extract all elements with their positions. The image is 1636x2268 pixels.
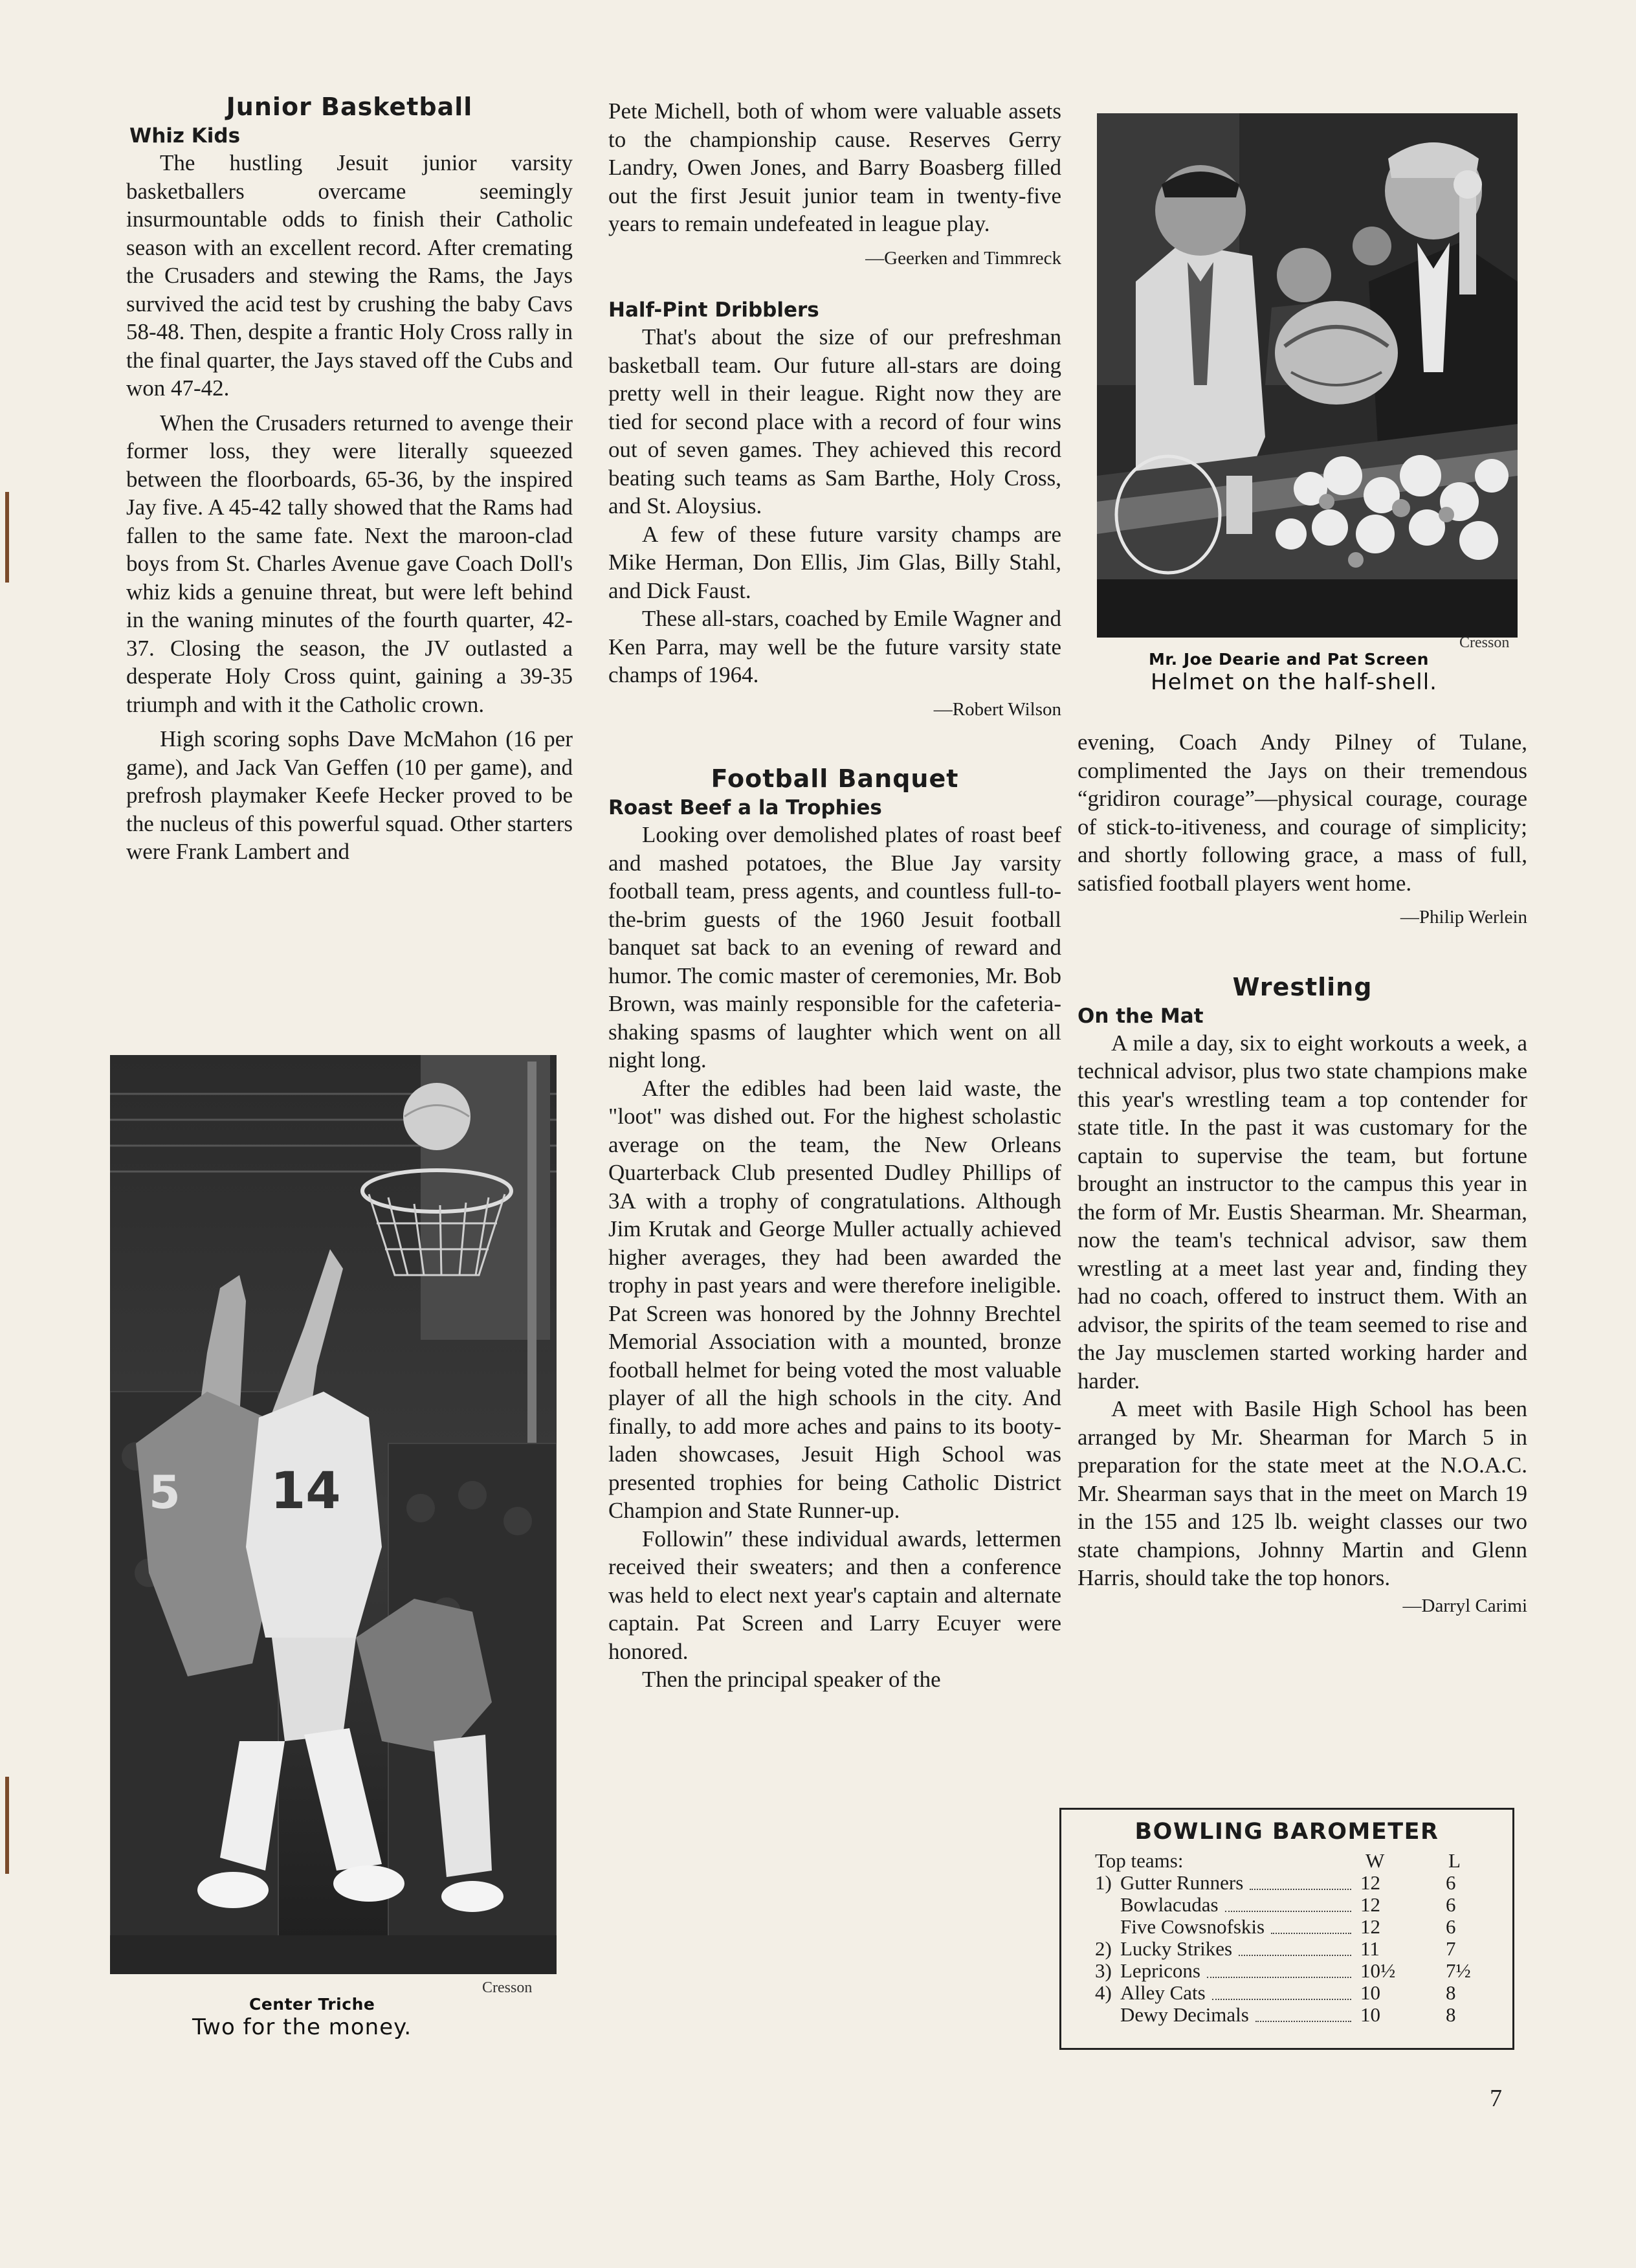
- bowling-losses: 8: [1446, 2003, 1456, 2026]
- bowling-team-name: Lepricons: [1120, 1959, 1200, 1982]
- dot-leader: [1212, 1984, 1351, 2000]
- photo-caption-name: Mr. Joe Dearie and Pat Screen: [1149, 650, 1429, 669]
- photo-credit: Cresson: [482, 1979, 533, 1996]
- dot-leader: [1255, 2007, 1351, 2022]
- section-subtitle: Whiz Kids: [129, 124, 241, 148]
- paragraph: evening, Coach Andy Pilney of Tulane, complimented the Jays on their tremendous “gridiron courage”—physical courage, courage of stick-to-itiveness, and courage of simplicity; and shortly following grace, a mass of full, satisfied football players went home.: [1078, 729, 1527, 896]
- photo-caption-text: Two for the money.: [192, 2014, 412, 2040]
- paragraph: A mile a day, six to eight workouts a week, a technical advisor, plus two state champions make this year's wrestling team a top contender for state title. In the past it was customary for the captain to supervise the team, but fortune brought an instructor to the campus this year in the form of Mr. Eustis Shearman. Mr. Shearman, now the team's technical advisor, saw them wrestling at a meet last year and, finding they had no coach, offered to instruct them. With an advisor, the spirits of the team seemed to rise and the Jay musclemen started working harder and harder.: [1078, 1030, 1527, 1394]
- bowling-title: BOWLING BAROMETER: [1134, 1819, 1439, 1845]
- jersey-number: 5: [149, 1466, 181, 1519]
- bowling-losses: 6: [1446, 1871, 1456, 1894]
- bowling-rank: 4): [1095, 1981, 1112, 2004]
- bowling-wins: 12: [1360, 1871, 1380, 1894]
- bowling-team-name: Lucky Strikes: [1120, 1937, 1233, 1960]
- bowling-wins: 12: [1360, 1893, 1380, 1916]
- bowling-wins: 12: [1360, 1915, 1380, 1938]
- section-subtitle: Half-Pint Dribblers: [608, 298, 819, 322]
- bowling-header-losses: L: [1448, 1849, 1461, 1872]
- section-subtitle: Roast Beef a la Trophies: [608, 796, 882, 819]
- bowling-header-teams: Top teams:: [1095, 1849, 1184, 1872]
- page-edge-mark: [5, 492, 9, 583]
- bowling-losses: 6: [1446, 1915, 1456, 1938]
- bowling-losses: 7½: [1446, 1959, 1471, 1982]
- section-subtitle: On the Mat: [1078, 1004, 1204, 1028]
- dot-leader: [1225, 1896, 1351, 1912]
- paragraph: Pete Michell, both of whom were valuable assets to the championship cause. Reserves Gerry Landry, Owen Jones, and Barry Boasberg filled out the first Jesuit junior team in twenty-five years to remain undefeated in league play.: [608, 98, 1061, 236]
- bowling-losses: 6: [1446, 1893, 1456, 1916]
- byline: —Geerken and Timmreck: [865, 247, 1061, 269]
- byline: —Philip Werlein: [1400, 907, 1527, 928]
- bowling-rank: 2): [1095, 1937, 1112, 1960]
- column-three: [1078, 728, 1527, 1620]
- byline: —Robert Wilson: [933, 698, 1061, 720]
- basketball-photo-image: [110, 1055, 557, 1974]
- basketball-photo: [110, 1055, 557, 1974]
- dot-leader: [1271, 1918, 1351, 1934]
- photo-credit: Cresson: [1459, 634, 1510, 651]
- bowling-wins: 10: [1360, 2003, 1380, 2026]
- paragraph: After the edibles had been laid waste, the "loot" was dished out. For the highest scholastic average on the team, the New Orleans Quarterback Club presented Dudley Phillips of 3A with a trophy of congratulations. Although Jim Krutak and George Muller actually achieved higher averages, they had been awarded the trophy in past years and were therefore ineligible. Pat Screen was honored by the Johnny Brechtel Memorial Association with a mounted, bronze football helmet for being voted the most valuable player of all the high schools in the city. And finally, to add more aches and pains to its booty-laden showcases, Jesuit High School was presented trophies for being Catholic District Champion and State Runner-up.: [608, 1075, 1061, 1523]
- banquet-photo-image: [1097, 113, 1518, 638]
- section-title: Wrestling: [1232, 972, 1373, 1001]
- bowling-rank: 1): [1095, 1871, 1112, 1894]
- banquet-photo: [1097, 113, 1518, 638]
- section-title: Junior Basketball: [226, 93, 473, 121]
- paragraph: The hustling Jesuit junior varsity basketballers overcame seemingly insurmountable odds to finish their Catholic season with an excellent record. After cremating the Crusaders and stewing the Rams, the Jays survived the acid test by crushing the baby Cavs 58-48. Then, despite a frantic Holy Cross rally in the final quarter, the Jays staved off the Cubs and won 47-42.: [126, 150, 573, 401]
- paragraph: These all-stars, coached by Emile Wagner and Ken Parra, may well be the future varsity state champs of 1964.: [608, 606, 1061, 687]
- bowling-losses: 8: [1446, 1981, 1456, 2004]
- dot-leader: [1207, 1962, 1351, 1978]
- bowling-team-name: Gutter Runners: [1120, 1871, 1244, 1894]
- bowling-team-name: Bowlacudas: [1120, 1893, 1219, 1916]
- bowling-header-wins: W: [1365, 1849, 1385, 1872]
- dot-leader: [1239, 1940, 1351, 1956]
- bowling-rank: 3): [1095, 1959, 1112, 1982]
- bowling-wins: 10½: [1360, 1959, 1396, 1982]
- dot-leader: [1250, 1874, 1351, 1890]
- bowling-barometer-box: [1059, 1808, 1514, 2050]
- paragraph: That's about the size of our prefreshman basketball team. Our future all-stars are doing pretty well in their league. Right now they are tied for second place with a record of four wins out of seven games. They achieved this record beating such teams as Sam Barthe, Holy Cross, and St. Aloysius.: [608, 324, 1061, 518]
- paragraph: A few of these future varsity champs are Mike Herman, Don Ellis, Jim Glas, Billy Stahl, and Dick Faust.: [608, 521, 1061, 603]
- photo-caption-text: Helmet on the half-shell.: [1151, 669, 1437, 695]
- section-title: Football Banquet: [711, 764, 959, 793]
- page-edge-mark: [5, 1777, 9, 1874]
- paragraph: Followin″ these individual awards, lettermen received their sweaters; and then a conference was held to elect next year's captain and alternate captain. Pat Screen and Larry Ecuyer were honored.: [608, 1526, 1061, 1664]
- photo-caption-name: Center Triche: [249, 1995, 375, 2014]
- paragraph: Then the principal speaker of the: [642, 1667, 941, 1692]
- bowling-wins: 11: [1360, 1937, 1380, 1960]
- bowling-team-name: Alley Cats: [1120, 1981, 1206, 2004]
- column-two: [608, 97, 1061, 1694]
- paragraph: A meet with Basile High School has been arranged by Mr. Shearman for March 5 in preparation for the state meet at the N.O.A.C. Mr. Shearman says that in the meet on March 19 in the 155 and 125 lb. weight classes our two state champions, Johnny Martin and Glenn Harris, should take the top honors.: [1078, 1396, 1527, 1590]
- paragraph: When the Crusaders returned to avenge their former loss, they were literally squeezed between the floorboards, 65-36, by the inspired Jay five. A 45-42 tally showed that the Rams had fallen to the same fate. Next the maroon-clad boys from St. Charles Avenue gave Coach Doll's whiz kids a genuine threat, but were left behind in the waning minutes of the fourth quarter, 42-37. Closing the season, the JV outlasted a desperate Holy Cross quint, gaining a 39-35 triumph and with it the Catholic crown.: [126, 410, 573, 717]
- byline: —Darryl Carimi: [1402, 1595, 1527, 1616]
- bowling-losses: 7: [1446, 1937, 1456, 1960]
- bowling-team-name: Dewy Decimals: [1120, 2003, 1249, 2026]
- bowling-team-name: Five Cowsnofskis: [1120, 1915, 1265, 1938]
- jersey-number: 14: [271, 1462, 341, 1520]
- paragraph: High scoring sophs Dave McMahon (16 per game), and Jack Van Geffen (10 per game), and prefrosh playmaker Keefe Hecker proved to be the nucleus of this powerful squad. Other starters were Frank Lambert and: [126, 726, 573, 864]
- page-number: 7: [1490, 2085, 1502, 2112]
- junior-basketball-article: [126, 91, 573, 866]
- paragraph: Looking over demolished plates of roast beef and mashed potatoes, the Blue Jay varsity football team, press agents, and countless full-to-the-brim guests of the 1960 Jesuit football banquet sat back to an evening of reward and humor. The comic master of ceremonies, Mr. Bob Brown, was mainly responsible for the cafeteria-shaking spasms of laughter which went on all night long.: [608, 822, 1061, 1073]
- bowling-wins: 10: [1360, 1981, 1380, 2004]
